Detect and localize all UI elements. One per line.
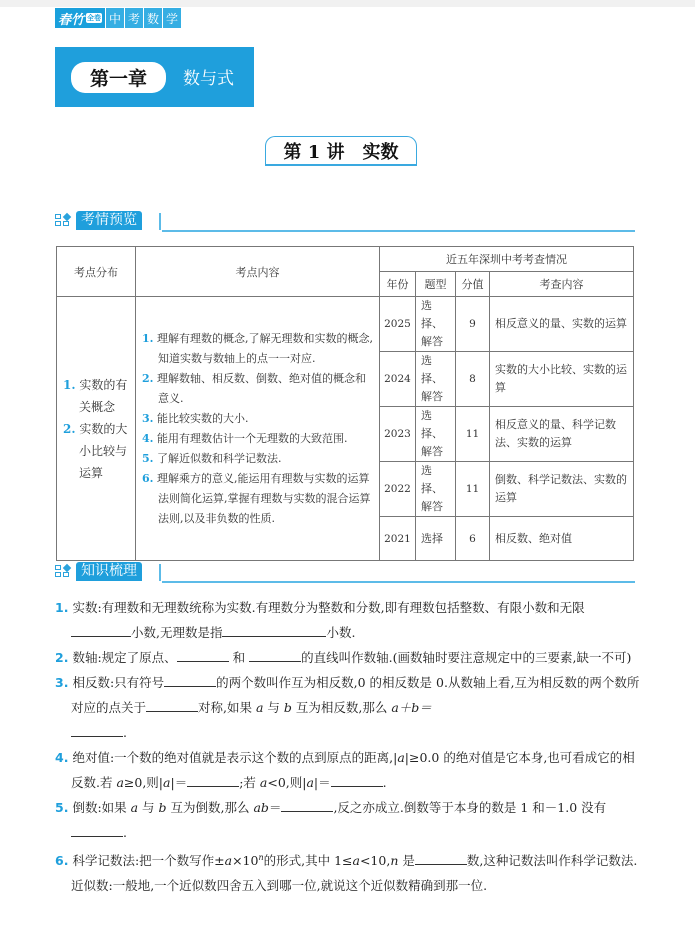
content-item: 2. 理解数轴、相反数、倒数、绝对值的概念和意义. — [142, 371, 366, 405]
score-cell: 11 — [456, 407, 490, 462]
section-divider — [159, 213, 161, 230]
brand-badge: 全卷 — [87, 13, 102, 22]
brand-header — [55, 8, 181, 28]
knowledge-item-scientific-notation: 6. 科学记数法:把一个数写作$\pm a\times 10^n$的形式,其中 1≤a<10,n 是 数,这种记数法叫作科学记数法. — [55, 845, 640, 873]
header-distribution: 考点分布 — [57, 247, 136, 297]
brand-cell: 考 — [125, 8, 143, 28]
section-underline — [162, 230, 635, 232]
brand-cell: 学 — [163, 8, 181, 28]
type-cell: 选择 — [416, 517, 456, 561]
distribution-cell — [57, 297, 136, 561]
knowledge-list — [55, 595, 640, 898]
brand-logo — [55, 8, 105, 28]
knowledge-item-absolute-value: 4. 绝对值:一个数的绝对值就是表示这个数的点到原点的距离,|a|≥0.0 的绝对值是它本身,也可看成它的相反数.若 a≥0,则|a|＝ ;若 a<0,则|a|＝ . — [55, 750, 635, 790]
section-title: 考情预览 — [76, 211, 142, 230]
score-cell: 8 — [456, 352, 490, 407]
header-score: 分值 — [456, 272, 490, 297]
knowledge-approx: 近似数:一般地,一个近似数四舍五入到哪一位,就说这个近似数精确到那一位. — [71, 878, 488, 894]
fill-blank[interactable] — [177, 646, 229, 662]
fill-blank[interactable] — [281, 796, 333, 812]
type-cell: 选择、解答 — [416, 462, 456, 517]
header-recent: 近五年深圳中考考查情况 — [380, 247, 634, 272]
section-divider — [159, 564, 161, 581]
content-item: 3. 能比较实数的大小. — [142, 411, 249, 425]
fill-blank[interactable] — [249, 646, 301, 662]
content-item: 4. 能用有理数估计一个无理数的大致范围. — [142, 431, 348, 445]
section-underline — [162, 581, 635, 583]
lecture-title: 第 1 讲 实数 — [265, 136, 417, 166]
fill-blank[interactable] — [164, 671, 216, 687]
chapter-subtitle: 数与式 — [183, 69, 234, 89]
content-item: 6. 理解乘方的意义,能运用有理数与实数的运算法则简化运算,掌握有理数与实数的混合运算法则,以及非负数的性质. — [142, 471, 371, 525]
distribution-item: 1. 实数的有关概念 — [63, 377, 128, 414]
section-header-knowledge — [55, 561, 635, 583]
score-cell: 11 — [456, 462, 490, 517]
knowledge-item-opposite: 3. 相反数:只有符号 的两个数叫作互为相反数,0 的相反数是 0.从数轴上看,互为相反数的两个数所对应的点关于 对称,如果 a 与 b 互为相反数,那么 a＋b＝ . — [55, 670, 640, 745]
year-cell: 2023 — [380, 407, 416, 462]
fill-blank[interactable] — [71, 621, 131, 637]
year-cell: 2025 — [380, 297, 416, 352]
chapter-label: 第一章 — [71, 62, 166, 93]
table-row — [57, 297, 634, 352]
header-type: 题型 — [416, 272, 456, 297]
fill-blank[interactable] — [331, 771, 383, 787]
fill-blank[interactable] — [222, 621, 326, 637]
exam-overview-table — [56, 246, 634, 561]
fill-blank[interactable] — [71, 821, 123, 837]
type-cell: 选择、解答 — [416, 352, 456, 407]
fill-blank[interactable] — [187, 771, 239, 787]
content-item: 1. 理解有理数的概念,了解无理数和实数的概念,知道实数与数轴上的点一一对应. — [142, 331, 373, 365]
type-cell: 选择、解答 — [416, 297, 456, 352]
topic-cell: 实数的大小比较、实数的运算 — [490, 352, 634, 407]
year-cell: 2022 — [380, 462, 416, 517]
grid-diamond-icon — [55, 565, 71, 579]
topic-cell: 相反意义的量、科学记数法、实数的运算 — [490, 407, 634, 462]
grid-diamond-icon — [55, 214, 71, 228]
chapter-banner — [55, 47, 254, 107]
topic-cell: 相反意义的量、实数的运算 — [490, 297, 634, 352]
header-topics: 考查内容 — [490, 272, 634, 297]
knowledge-item-number-line: 2. 数轴:规定了原点、 和 的直线叫作数轴.(画数轴时要注意规定中的三要素,缺一不可) — [55, 645, 640, 670]
distribution-item: 2. 实数的大小比较与运算 — [63, 421, 128, 480]
brand-cell: 中 — [106, 8, 124, 28]
section-title: 知识梳理 — [76, 562, 142, 581]
year-cell: 2024 — [380, 352, 416, 407]
content-item: 5. 了解近似数和科学记数法. — [142, 451, 282, 465]
fill-blank[interactable] — [415, 849, 467, 865]
topic-cell: 倒数、科学记数法、实数的运算 — [490, 462, 634, 517]
year-cell: 2021 — [380, 517, 416, 561]
fill-blank[interactable] — [71, 721, 123, 737]
top-strip — [0, 0, 695, 7]
knowledge-item-reciprocal: 5. 倒数:如果 a 与 b 互为倒数,那么 ab＝ ,反之亦成立.倒数等于本身的数是 1 和－1.0 没有. — [55, 795, 640, 845]
score-cell: 6 — [456, 517, 490, 561]
section-header-preview — [55, 210, 635, 232]
header-content: 考点内容 — [136, 247, 380, 297]
brand-cell: 数 — [144, 8, 162, 28]
content-cell — [136, 297, 380, 561]
topic-cell: 相反数、绝对值 — [490, 517, 634, 561]
type-cell: 选择、解答 — [416, 407, 456, 462]
header-year: 年份 — [380, 272, 416, 297]
knowledge-item-real-numbers: 1. 实数:有理数和无理数统称为实数.有理数分为整数和分数,即有理数包括整数、有限小数和无限小数,无理数是指 小数. — [55, 600, 585, 640]
fill-blank[interactable] — [146, 696, 198, 712]
score-cell: 9 — [456, 297, 490, 352]
brand-logo-text: 春竹 — [58, 12, 85, 28]
